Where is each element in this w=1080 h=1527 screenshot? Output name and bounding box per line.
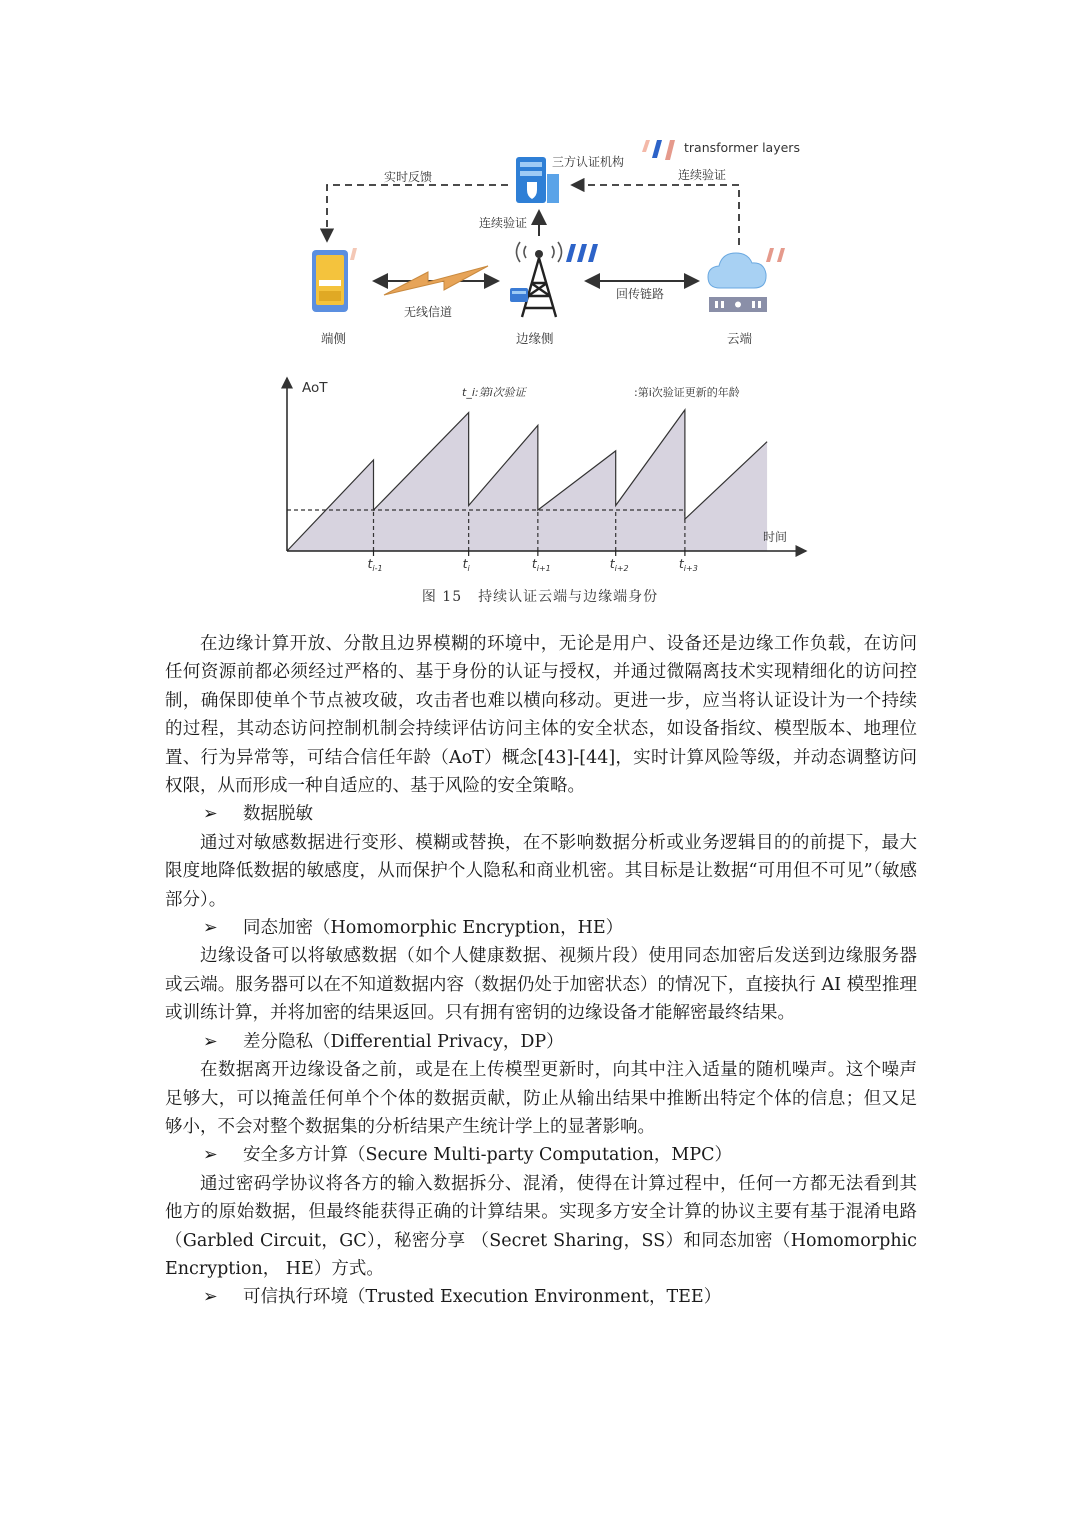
section-body-masking: 通过对敏感数据进行变形、模糊或替换，在不影响数据分析或业务逻辑目的的前提下，最大限度地降低数据的敏感度，从而保护个人隐私和商业机密。其目标是让数据“可用但不可见”（敏感部分）。 xyxy=(165,832,917,910)
cloud-verify-link xyxy=(572,185,739,245)
backhaul-label: 回传链路 xyxy=(616,287,665,301)
bullet-arrow-icon: ➢ xyxy=(203,1031,218,1052)
figure-caption-label: 图 15 xyxy=(421,589,463,605)
transformer-legend-label: transformer layers xyxy=(684,140,800,155)
x-tick-label: $t_{i-1}$ xyxy=(367,556,383,573)
figure-caption-text: 持续认证云端与边缘端身份 xyxy=(478,589,659,605)
feedback-link xyxy=(327,185,508,241)
aot-chart xyxy=(287,378,806,573)
x-tick-label: $t_{i+1}$ xyxy=(531,556,551,573)
device-icon xyxy=(312,248,357,312)
architecture-diagram xyxy=(312,140,800,346)
legend-entry-verification: t_i:第i次验证 xyxy=(462,386,526,399)
x-tick-label: $t_i$ xyxy=(462,556,470,573)
bullet-arrow-icon: ➢ xyxy=(203,1287,218,1308)
aot-area xyxy=(287,410,767,551)
section-title: 差分隐私（Differential Privacy，DP） xyxy=(243,1031,564,1052)
cloud-label: 云端 xyxy=(727,331,753,346)
x-tick-label: $t_{i+3}$ xyxy=(678,556,698,573)
device-label: 端侧 xyxy=(321,331,347,346)
bullet-arrow-icon: ➢ xyxy=(203,1145,218,1166)
edge-icon xyxy=(510,242,598,317)
cloud-icon xyxy=(708,248,785,312)
transformer-layers-legend xyxy=(642,140,800,160)
wireless-label: 无线信道 xyxy=(404,305,453,319)
section-heading-masking xyxy=(165,800,917,828)
x-tick-label: $t_{i+2}$ xyxy=(609,556,629,573)
section-heading-mpc xyxy=(165,1141,917,1169)
edge-verify-label: 连续验证 xyxy=(479,216,528,230)
edge-label: 边缘侧 xyxy=(516,331,554,346)
section-heading-he xyxy=(165,914,917,942)
bullet-arrow-icon: ➢ xyxy=(203,804,218,825)
legend-entry-update-age: :第i次验证更新的年龄 xyxy=(634,386,740,399)
section-title: 可信执行环境（Trusted Execution Environment，TEE） xyxy=(243,1287,722,1308)
figure-15 xyxy=(0,0,1080,580)
authority-label: 三方认证机构 xyxy=(552,155,625,169)
wireless-link xyxy=(374,266,498,295)
figure-caption xyxy=(0,586,1080,606)
y-axis-label: AoT xyxy=(302,380,328,396)
section-heading-dp xyxy=(165,1028,917,1056)
section-body-dp: 在数据离开边缘设备之前，或是在上传模型更新时，向其中注入适量的随机噪声。这个噪声足够大，可以掩盖任何单个个体的数据贡献，防止从输出结果中推断出特定个体的信息；但又足够小，不会对整个数据集的分析结果产生统计学上的显著影响。 xyxy=(165,1060,917,1137)
section-title: 数据脱敏 xyxy=(243,804,313,825)
section-title: 同态加密（Homomorphic Encryption，HE） xyxy=(243,918,624,939)
bullet-arrow-icon: ➢ xyxy=(203,918,218,939)
section-body-he: 边缘设备可以将敏感数据（如个人健康数据、视频片段）使用同态加密后发送到边缘服务器或云端。服务器可以在不知道数据内容（数据仍处于加密状态）的情况下，直接执行 AI 模型推理或训练计算，并将加密的结果返回。只有拥有密钥的边缘设备才能解密最终结果。 xyxy=(165,946,917,1024)
section-title: 安全多方计算（Secure Multi-party Computation，MPC） xyxy=(243,1145,732,1166)
cloud-verify-label: 连续验证 xyxy=(678,168,727,182)
x-axis-label: 时间 xyxy=(763,530,788,544)
feedback-label: 实时反馈 xyxy=(384,170,433,184)
article-body xyxy=(165,630,917,1312)
intro-paragraph: 在边缘计算开放、分散且边界模糊的环境中，无论是用户、设备还是边缘工作负载，在访问任何资源前都必须经过严格的、基于身份的认证与授权，并通过微隔离技术实现精细化的访问控制，确保即使单个节点被攻破，攻击者也难以横向移动。更进一步，应当将认证设计为一个持续的过程，其动态访问控制机制会持续评估访问主体的安全状态，如设备指纹、模型版本、地理位置、行为异常等，可结合信任年龄（AoT）概念[43]-[44]，实时计算风险等级，并动态调整访问权限，从而形成一种自适应的、基于风险的安全策略。 xyxy=(165,634,917,797)
section-heading-tee xyxy=(165,1283,917,1311)
section-body-mpc: 通过密码学协议将各方的输入数据拆分、混淆，使得在计算过程中，任何一方都无法看到其他方的原始数据，但最终能获得正确的计算结果。实现多方安全计算的协议主要有基于混淆电路（Garbled Circuit，GC），秘密分享 （Secret Sharing，SS）和同态加密（Homomorphic Encryption， HE）方式。 xyxy=(165,1173,917,1279)
